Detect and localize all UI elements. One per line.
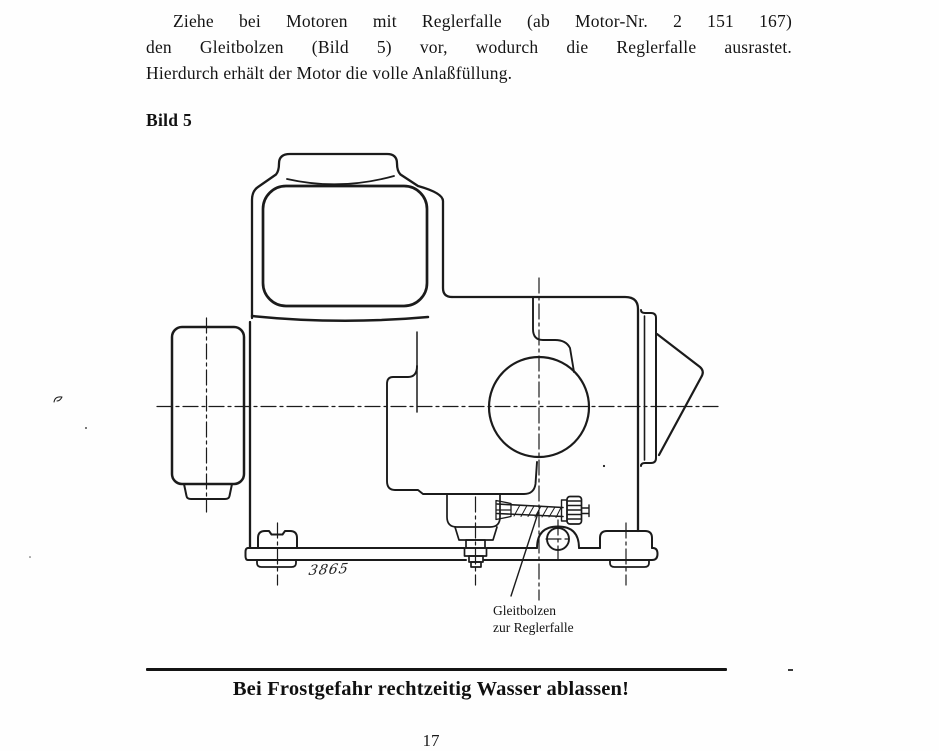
footer-rule-tick xyxy=(788,669,793,671)
part-label xyxy=(493,603,574,637)
right-base-pad xyxy=(610,560,649,567)
frost-warning: Bei Frostgefahr rechtzeitig Wasser ablassen! xyxy=(232,678,630,700)
base-plate xyxy=(246,531,658,567)
fuel-tank xyxy=(252,154,452,321)
belt-pulley xyxy=(657,334,703,455)
leader-line xyxy=(511,510,539,596)
part-label-line-1: Gleitbolzen xyxy=(493,603,556,618)
left-base-pad xyxy=(257,560,296,567)
page-number: 17 xyxy=(422,731,440,750)
carburetor-drain xyxy=(447,494,500,567)
footer-rule xyxy=(146,668,727,671)
figure-label: Bild 5 xyxy=(146,110,193,130)
body-top-right-edge xyxy=(452,297,638,531)
magneto-cover xyxy=(387,366,537,494)
muffler-block xyxy=(172,327,244,499)
paragraph-line-3: Hierdurch erhält der Motor die volle Anlaßfüllung. xyxy=(146,62,513,83)
glide-pin xyxy=(496,497,589,525)
part-label-line-2: zur Reglerfalle xyxy=(493,619,574,635)
fan-shroud xyxy=(641,310,656,466)
scan-artifacts xyxy=(29,397,605,558)
paragraph-line-1: Ziehe bei Motoren mit Reglerfalle (ab Motor-Nr. 2 151 167) xyxy=(173,11,792,31)
paragraph-line-2: den Gleitbolzen (Bild 5) vor, wodurch die Reglerfalle ausrastet. xyxy=(146,36,792,57)
drawing-number: 3865 xyxy=(307,560,351,580)
